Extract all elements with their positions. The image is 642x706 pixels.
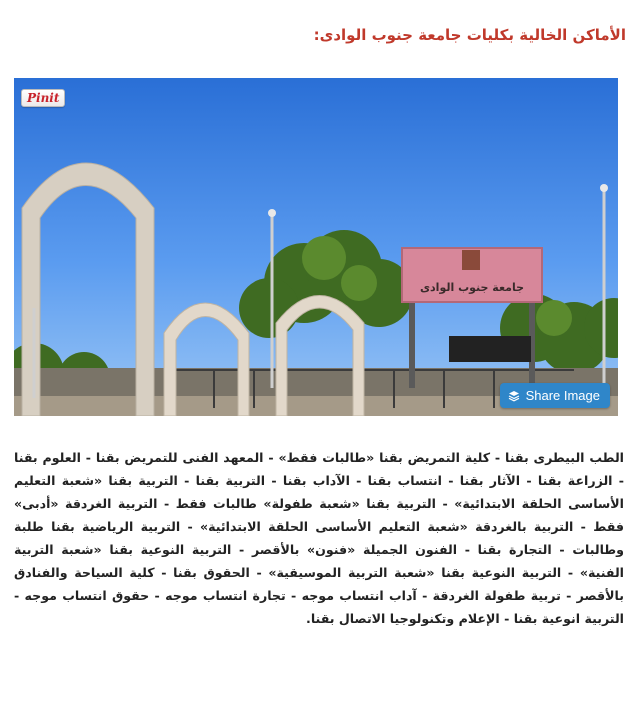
section-heading: الأماكن الخالية بكليات جامعة جنوب الوادى: <box>313 26 626 44</box>
gate-sign-text: جامعة جنوب الوادى <box>419 281 525 294</box>
university-gate-photo <box>14 78 618 416</box>
gate-illustration <box>14 78 618 416</box>
layers-icon <box>508 390 520 402</box>
share-image-button[interactable] <box>500 383 610 408</box>
pinterest-pin-button[interactable]: Pinit <box>21 89 65 107</box>
article-paragraph: الطب البيطرى بقنا - كلية التمريض بقنا «طالبات فقط» - المعهد الفنى للتمريض بقنا - العلوم بقنا - الزراعة بقنا - الآثار بقنا - انتساب بقنا - الآداب بقنا - التربية بقنا - التربية بقنا «شعبة التعليم الأساسى الحلقة الابتدائية» - التربية بقنا «شعبة طفولة» طالبات فقط - التربية الغردقة «أدبى» فقط - التربية بالغردقة «شعبة التعليم الأساسى الحلقة الابتدائية» - التربية الرياضية بقنا طلبة وطالبات - التجارة بقنا - الفنون الجميلة «فنون» بالأقصر - التربية النوعية بقنا «شعبة التربية الفنية» - التربية النوعية بقنا «شعبة التربية الموسيقية» - الحقوق بقنا - كلية السياحة والفنادق بالأقصر - تربية طفولة الغردقة - آداب انتساب موجه - تجارة انتساب موجه - حقوق انتساب موجه - التربية انوعية بقنا - الإعلام وتكنولوجيا الاتصال بقنا. <box>14 450 624 626</box>
share-image-label: Share Image <box>525 388 600 403</box>
